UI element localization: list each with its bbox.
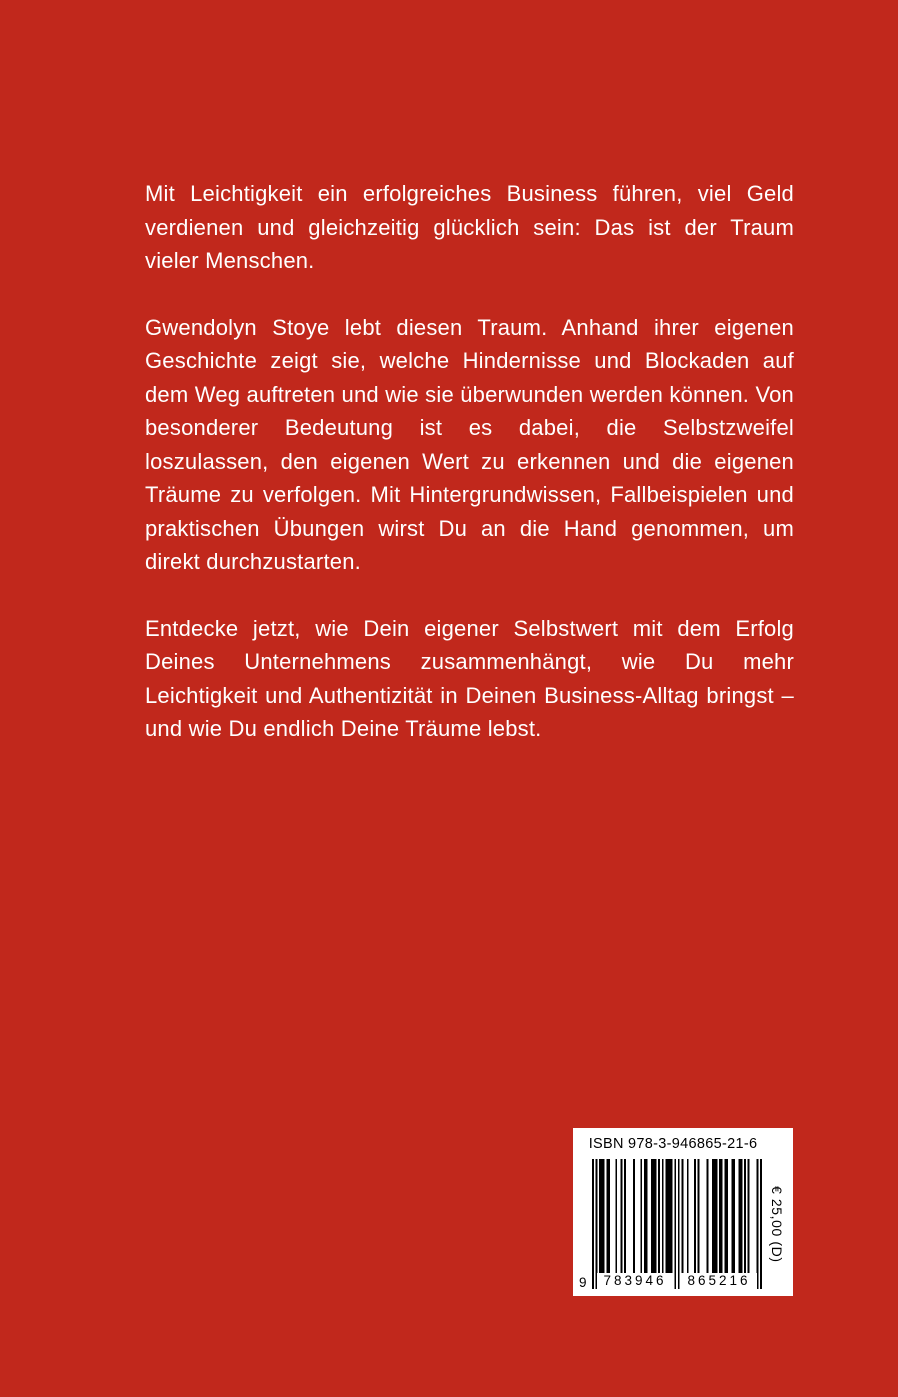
- isbn-barcode-box: [573, 1128, 793, 1296]
- barcode-area: [579, 1157, 765, 1291]
- blurb-text-block: [145, 177, 794, 779]
- blurb-paragraph-3: Entdecke jetzt, wie Dein eigener Selbstwert mit dem Erfolg Deines Unternehmens zusammenhängt, wie Du mehr Leichtigkeit und Authentizität in Deinen Business-Alltag bringst – und wie Du endlich Deine Träume lebst.: [145, 615, 794, 741]
- blurb-paragraph-1: Mit Leichtigkeit ein erfolgreiches Business führen, viel Geld verdienen und gleichzeitig glücklich sein: Das ist der Traum vieler Menschen.: [145, 181, 794, 273]
- isbn-label: ISBN 978-3-946865-21-6: [588, 1136, 758, 1152]
- barcode-digits-left: 783946: [597, 1273, 672, 1289]
- barcode-digits-right: 865216: [681, 1273, 756, 1289]
- price-column: [765, 1157, 789, 1291]
- blurb-paragraph-2: Gwendolyn Stoye lebt diesen Traum. Anhand ihrer eigenen Geschichte zeigt sie, welche Hindernisse und Blockaden auf dem Weg auftreten und wie sie überwunden werden können. Von besonderer Bedeutung ist es dabei, die Selbstzweifel loszulassen, den eigenen Wert zu erkennen und die eigenen Träume zu verfolgen. Mit Hintergrundwissen, Fallbeispielen und praktischen Übungen wirst Du an die Hand genommen, um direkt durchzustarten.: [145, 314, 794, 574]
- barcode-bars-wrap: [592, 1159, 762, 1289]
- barcode-row: [579, 1157, 789, 1291]
- price-label: € 25,00 (D): [769, 1185, 785, 1263]
- barcode-lead-digit: 9: [579, 1275, 591, 1291]
- barcode-bars: [592, 1159, 762, 1289]
